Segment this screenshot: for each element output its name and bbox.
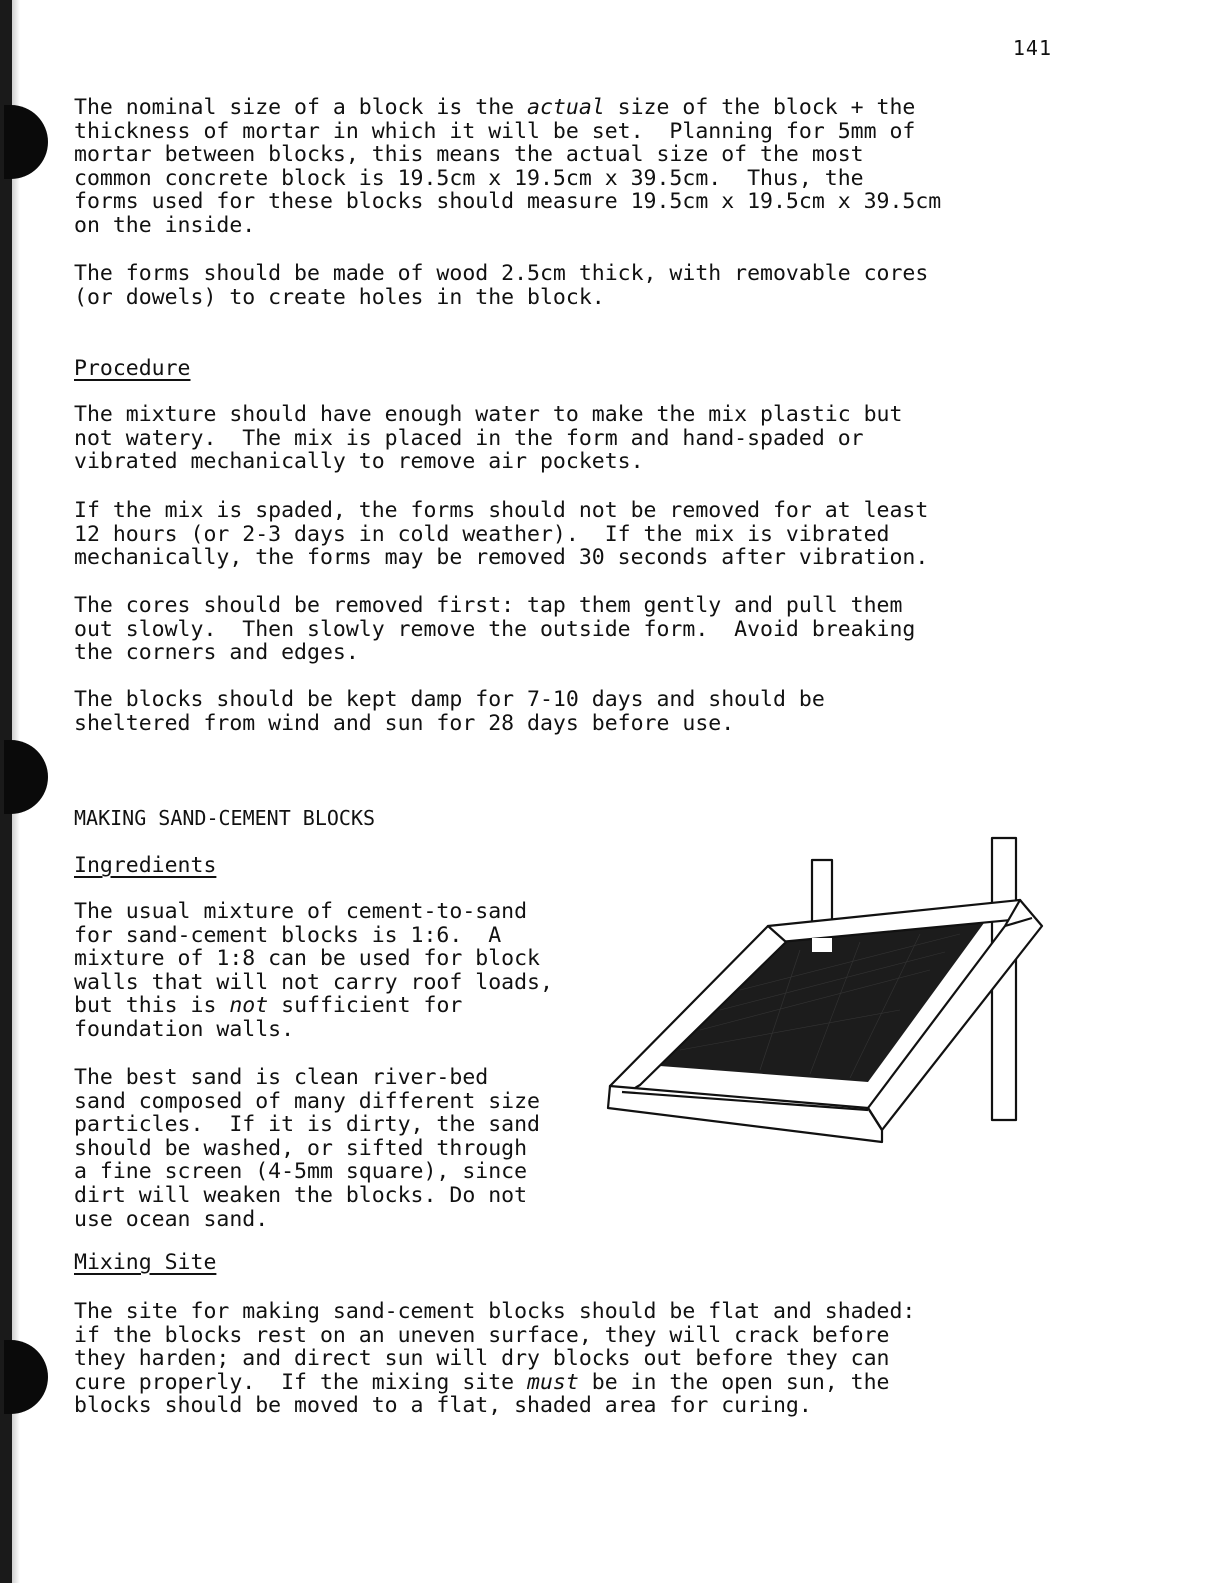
- intro-paragraph-1: [74, 96, 941, 238]
- intro-p1-emphasis: actual: [527, 95, 605, 120]
- sand-sifting-screen-icon: [600, 830, 1050, 1175]
- sand-cement-heading: MAKING SAND-CEMENT BLOCKS: [74, 806, 376, 830]
- procedure-paragraph-1: The mixture should have enough water to make the mix plastic but not watery. The mix is placed in the form and hand-spaded or vibrated mechanically to remove air pockets.: [74, 402, 903, 475]
- mixing-p1-emphasis: must: [527, 1369, 579, 1395]
- procedure-paragraph-3: The cores should be removed first: tap them gently and pull them out slowly. Then slowly remove the outside form. Avoid breaking the corners and edges.: [74, 593, 916, 666]
- procedure-paragraph-4: The blocks should be kept damp for 7-10 days and should be sheltered from wind and sun for 28 days before use.: [74, 687, 825, 736]
- procedure-heading: Procedure: [74, 356, 191, 381]
- punch-hole-middle: [4, 740, 48, 814]
- punch-hole-top: [4, 105, 48, 179]
- intro-p1-start: The nominal size of a block is the: [74, 95, 528, 120]
- ingredients-p1-end: sufficient for foundation walls.: [74, 993, 463, 1042]
- ingredients-p1-start: The usual mixture of cement-to-sand for sand-cement blocks is 1:6. A mixture of 1:8 can be used for block walls that will not carry roof loads, but this is: [74, 899, 553, 1019]
- mixing-p1-end: be in the open sun, the blocks should be moved to a flat, shaded area for curing.: [74, 1369, 890, 1419]
- intro-p1-end: size of the block + the thickness of mortar in which it will be set. Planning for 5mm of mortar between blocks, this means the actual size of the most common concrete block is 19.5cm x 19.5cm x 39.5cm. Thus, the forms used for these blocks should measure 19.5cm x 19.5cm x 39.5cm on the inside.: [74, 95, 942, 238]
- intro-paragraph-2: The forms should be made of wood 2.5cm thick, with removable cores (or dowels) to create holes in the block.: [74, 261, 929, 310]
- mixing-p1-start: The site for making sand-cement blocks should be flat and shaded: if the blocks rest on an uneven surface, they will crack before they harden; and direct sun will dry blocks out before they can cure properly. If the mixing site: [74, 1299, 916, 1395]
- punch-hole-bottom: [4, 1340, 48, 1414]
- ingredients-paragraph-1: [74, 900, 553, 1042]
- procedure-paragraph-2: If the mix is spaded, the forms should not be removed for at least 12 hours (or 2-3 days in cold weather). If the mix is vibrated mechanically, the forms may be removed 30 seconds after vibration.: [74, 498, 929, 571]
- ingredients-p1-emphasis: not: [229, 993, 269, 1019]
- ingredients-heading: Ingredients: [74, 853, 217, 878]
- mixing-site-paragraph: [74, 1300, 915, 1418]
- ingredients-paragraph-2: The best sand is clean river-bed sand composed of many different size particles. If it is dirty, the sand should be washed, or sifted through a fine screen (4-5mm square), since dirt will weaken the blocks. Do not use ocean sand.: [74, 1065, 540, 1232]
- page-number: 141: [1012, 36, 1052, 60]
- mixing-site-heading: Mixing Site: [74, 1250, 217, 1275]
